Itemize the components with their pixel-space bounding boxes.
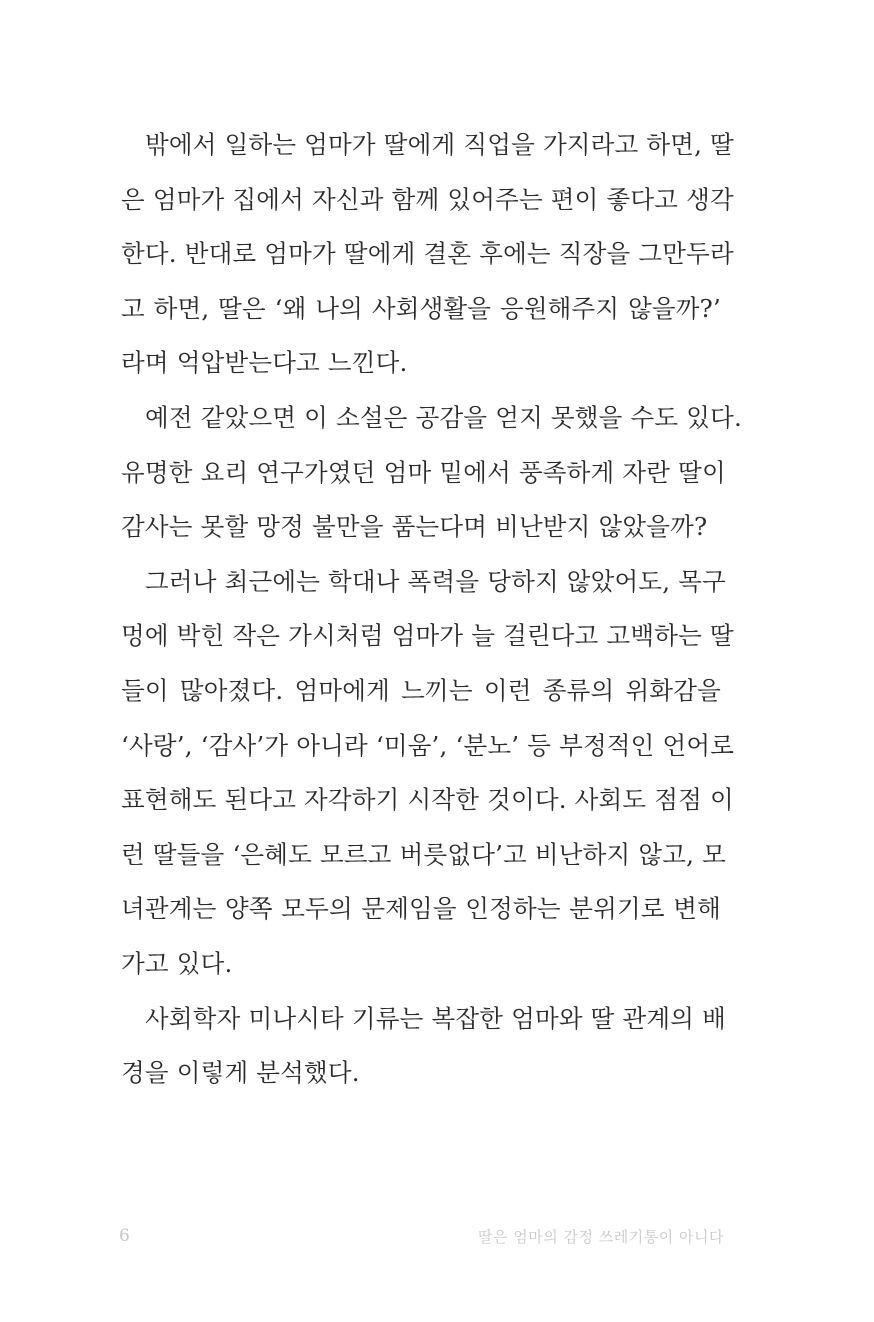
text-line: 라며 억압받는다고 느낀다. xyxy=(121,348,408,378)
text-line: 멍에 박힌 작은 가시처럼 엄마가 늘 걸린다고 고백하는 딸 xyxy=(121,621,734,651)
text-line: 런 딸들을 ‘은혜도 모르고 버릇없다’고 비난하지 않고, 모 xyxy=(121,839,726,869)
text-line: ‘사랑’, ‘감사’가 아니라 ‘미움’, ‘분노’ 등 부정적인 언어로 xyxy=(121,730,735,760)
paragraph-2 xyxy=(121,391,742,555)
text-line: 경을 이렇게 분석했다. xyxy=(121,1058,360,1088)
body-text xyxy=(121,118,742,1101)
text-line: 가고 있다. xyxy=(121,948,233,978)
page-footer xyxy=(0,1226,874,1250)
page-number: 6 xyxy=(119,1226,130,1246)
text-line: 예전 같았으면 이 소설은 공감을 얻지 못했을 수도 있다. xyxy=(145,402,742,432)
running-title: 딸은 엄마의 감정 쓰레기통이 아니다 xyxy=(478,1228,724,1246)
text-line: 들이 많아졌다. 엄마에게 느끼는 이런 종류의 위화감을 xyxy=(121,675,721,705)
text-line: 한다. 반대로 엄마가 딸에게 결혼 후에는 직장을 그만두라 xyxy=(121,239,734,269)
text-line: 밖에서 일하는 엄마가 딸에게 직업을 가지라고 하면, 딸 xyxy=(145,130,734,159)
text-line: 감사는 못할 망정 불만을 품는다며 비난받지 않았을까? xyxy=(121,512,708,542)
text-line: 녀관계는 양쪽 모두의 문제임을 인정하는 분위기로 변해 xyxy=(121,894,721,924)
text-line: 사회학자 미나시타 기류는 복잡한 엄마와 딸 관계의 배 xyxy=(145,1003,726,1033)
text-line: 고 하면, 딸은 ‘왜 나의 사회생활을 응원해주지 않을까?’ xyxy=(121,293,721,323)
paragraph-1 xyxy=(121,118,734,391)
text-line: 그러나 최근에는 학대나 폭력을 당하지 않았어도, 목구 xyxy=(145,566,726,596)
text-line: 은 엄마가 집에서 자신과 함께 있어주는 편이 좋다고 생각 xyxy=(121,184,734,214)
paragraph-4 xyxy=(121,992,726,1101)
text-line: 표현해도 된다고 자각하기 시작한 것이다. 사회도 점점 이 xyxy=(121,785,734,815)
text-line: 유명한 요리 연구가였던 엄마 밑에서 풍족하게 자란 딸이 xyxy=(121,457,726,487)
paragraph-3 xyxy=(121,555,735,992)
